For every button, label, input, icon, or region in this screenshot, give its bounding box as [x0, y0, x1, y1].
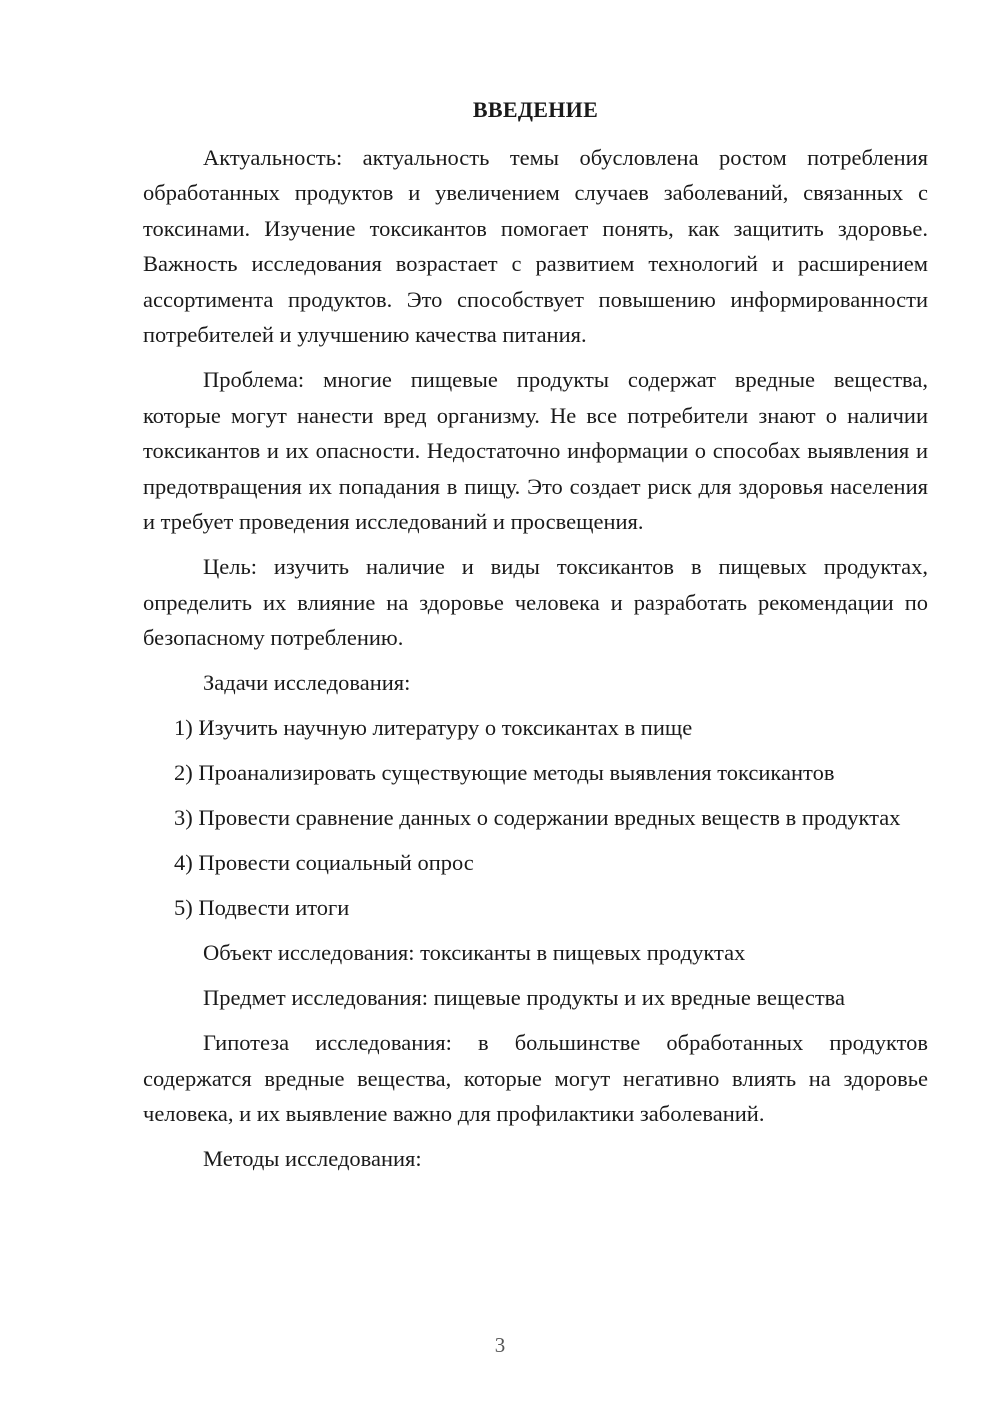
problem-paragraph: Проблема: многие пищевые продукты содержат вредные вещества, которые могут нанести вред организму. Не все потребители знают о наличии токсикантов и их опасности. Недостаточно информации о способах выявления и предотвращения их попадания в пищу. Это создает риск для здоровья населения и требует проведения исследований и просвещения.: [143, 367, 928, 534]
task-item-4: 4) Провести социальный опрос: [174, 850, 474, 875]
subject-line: Предмет исследования: пищевые продукты и их вредные вещества: [203, 985, 845, 1010]
task-item-2: 2) Проанализировать существующие методы выявления токсикантов: [174, 760, 835, 785]
goal-paragraph: Цель: изучить наличие и виды токсикантов в пищевых продуктах, определить их влияние на здоровье человека и разработать рекомендации по безопасному потреблению.: [143, 554, 928, 650]
page-number: 3: [494, 1333, 506, 1357]
page-content: [143, 92, 928, 1186]
relevance-paragraph: Актуальность: актуальность темы обусловлена ростом потребления обработанных продуктов и увеличением случаев заболеваний, связанных с токсинами. Изучение токсикантов помогает понять, как защитить здоровье. Важность исследования возрастает с развитием технологий и расширением ассортимента продуктов. Это способствует повышению информированности потребителей и улучшению качества питания.: [143, 144, 928, 347]
task-item-5: 5) Подвести итоги: [174, 895, 350, 920]
object-line: Объект исследования: токсиканты в пищевых продуктах: [203, 940, 746, 965]
tasks-title: Задачи исследования:: [203, 670, 411, 695]
methods-title: Методы исследования:: [203, 1146, 422, 1171]
hypothesis-paragraph: Гипотеза исследования: в большинстве обработанных продуктов содержатся вредные вещества, которые могут негативно влиять на здоровье человека, и их выявление важно для профилактики заболеваний.: [143, 1030, 928, 1126]
section-heading: ВВЕДЕНИЕ: [472, 97, 599, 122]
task-item-3: 3) Провести сравнение данных о содержании вредных веществ в продуктах: [174, 805, 901, 830]
task-item-1: 1) Изучить научную литературу о токсикантах в пище: [174, 715, 693, 740]
